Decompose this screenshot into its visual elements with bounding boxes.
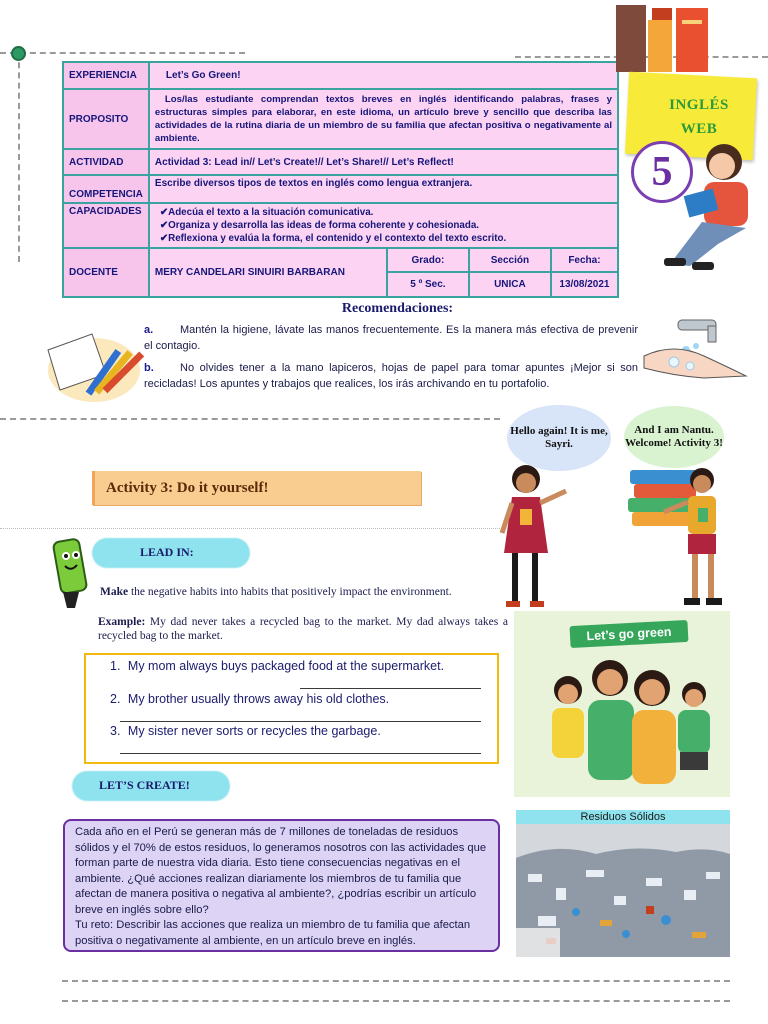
grado-value: 5 º Sec. — [387, 272, 469, 297]
nantu-character — [656, 466, 732, 610]
fecha-label: Fecha: — [551, 248, 618, 272]
highlighter-mascot-icon — [49, 534, 93, 612]
competencia-label: COMPETENCIA — [63, 175, 149, 203]
recommendation-text: Mantén la higiene, lávate las manos frecuentemente. Es la manera más efectiva de prevenir el contagio. — [144, 324, 638, 352]
recommendation-letter: b. — [144, 362, 154, 374]
pin-icon — [11, 46, 26, 61]
lead-in-instruction — [100, 585, 500, 599]
answer-line[interactable] — [300, 688, 481, 689]
exercise-text: My sister never sorts or recycles the garbage. — [127, 724, 381, 738]
photo-caption: Residuos Sólidos — [516, 810, 730, 824]
competencia-value: Escribe diversos tipos de textos en inglés como lengua extranjera. — [149, 175, 618, 203]
dotted-divider — [0, 528, 500, 529]
instruction-text: the negative habits into habits that positively impact the environment. — [128, 586, 452, 598]
sayri-character — [494, 463, 574, 613]
lets-create-challenge: Tu reto: Describir las acciones que realiza un miembro de tu familia que afectan positiva o negativamente al ambiente, en un artículo breve en inglés. — [75, 919, 471, 947]
handwashing-icon — [634, 316, 752, 382]
badge-line-1: INGLÉS — [669, 97, 729, 113]
paper-pencils-icon — [40, 330, 144, 402]
proposito-label: PROPOSITO — [63, 89, 149, 149]
exercise-item — [110, 724, 381, 738]
top-dashed-line — [0, 52, 245, 54]
lets-create-heading: LET’S CREATE! — [99, 778, 190, 792]
left-dashed-line — [18, 52, 20, 262]
family-illustration — [522, 650, 728, 796]
docente-value: MERY CANDELARI SINUIRI BARBARAN — [149, 248, 387, 297]
exercise-text: My mom always buys packaged food at the supermarket. — [127, 659, 445, 673]
experiencia-label: EXPERIENCIA — [63, 62, 149, 89]
example-text: My dad never takes a recycled bag to the market. My dad always takes a recycled bag to the market. — [98, 616, 508, 642]
solid-waste-photo — [516, 824, 730, 957]
exercise-item — [110, 692, 389, 706]
exercise-item — [110, 659, 444, 673]
experiencia-value: Let’s Go Green! — [149, 62, 618, 89]
actividad-label: ACTIVIDAD — [63, 149, 149, 175]
activity-title: Activity 3: Do it yourself! — [106, 480, 269, 496]
recommendations-title: Recomendaciones: — [341, 301, 454, 316]
badge-line-2: WEB — [680, 121, 718, 137]
grado-label: Grado: — [387, 248, 469, 272]
sayri-speech-bubble: Hello again! It is me, Sayri. — [507, 405, 611, 471]
docente-label: DOCENTE — [63, 248, 149, 297]
grade-number-badge: 5 — [631, 141, 693, 203]
proposito-value: Los/las estudiante comprendan textos breves en inglés identificando palabras, frases y estructuras simples para elaborar, en este idioma, un artículo breve y sencillo que describa las actividades de la rutina diaria de un miembro de su familia que afectan positiva o negativamente al ambiente. — [149, 89, 618, 149]
exercise-text: My brother usually throws away his old clothes. — [127, 692, 390, 706]
capacidades-list — [149, 203, 618, 248]
lets-create-box — [63, 819, 500, 952]
exercise-number: 2. — [110, 692, 121, 706]
lesson-info-table — [62, 61, 619, 298]
recommendation-letter: a. — [144, 324, 154, 336]
instruction-bold: Make — [100, 586, 129, 598]
recommendation-item — [144, 360, 638, 392]
middle-dashed-line — [0, 418, 500, 420]
girl-reading-illustration — [656, 138, 758, 274]
capacidad-item: ✔Reflexiona y evalúa la forma, el contenido y el contexto del texto escrito. — [159, 233, 507, 244]
capacidad-item: ✔Adecúa el texto a la situación comunicativa. — [159, 207, 374, 218]
books-illustration — [612, 0, 724, 72]
fecha-value: 13/08/2021 — [551, 272, 618, 297]
recommendation-text: No olvides tener a la mano lapiceros, hojas de papel para tomar apuntes ¡Mejor si son recicladas! Los apuntes y trabajos que realices, los irás archivando en tu portafolio. — [144, 362, 638, 390]
waste-pile-image — [516, 824, 730, 957]
seccion-label: Sección — [469, 248, 551, 272]
nantu-speech-bubble: And I am Nantu. Welcome! Activity 3! — [624, 406, 724, 468]
lets-go-green-ribbon: Let’s go green — [570, 620, 689, 648]
capacidades-label: CAPACIDADES — [63, 203, 149, 248]
bottom-dashed-line — [62, 980, 730, 982]
example-bold: Example: — [98, 616, 146, 628]
answer-line[interactable] — [120, 721, 481, 722]
actividad-value: Actividad 3: Lead in// Let’s Create!// Let’s Share!// Let’s Reflect! — [149, 149, 618, 175]
recommendation-item — [144, 322, 638, 354]
answer-line[interactable] — [120, 753, 481, 754]
lets-create-paragraph: Cada año en el Perú se generan más de 7 millones de toneladas de residuos sólidos y el 70% de estos residuos, lo generamos nosotros con las actividades que forman parte de nuestra vida diaria. Esto tiene consecuencias negativas en el ambiente. ¿Qué acciones realizan diariamente los miembros de tu familia que afectan de manera positiva o negativa al ambiente?, ¿podrías escribir un artículo breve en inglés sobre ello? — [75, 826, 487, 916]
bottom-dashed-line-2 — [62, 1000, 730, 1002]
lead-in-example — [98, 615, 508, 643]
ingles-web-label — [640, 93, 758, 141]
lead-in-heading: LEAD IN: — [140, 545, 194, 559]
exercise-number: 3. — [110, 724, 121, 738]
seccion-value: UNICA — [469, 272, 551, 297]
exercise-number: 1. — [110, 659, 121, 673]
capacidad-item: ✔Organiza y desarrolla las ideas de forma coherente y cohesionada. — [159, 220, 480, 231]
